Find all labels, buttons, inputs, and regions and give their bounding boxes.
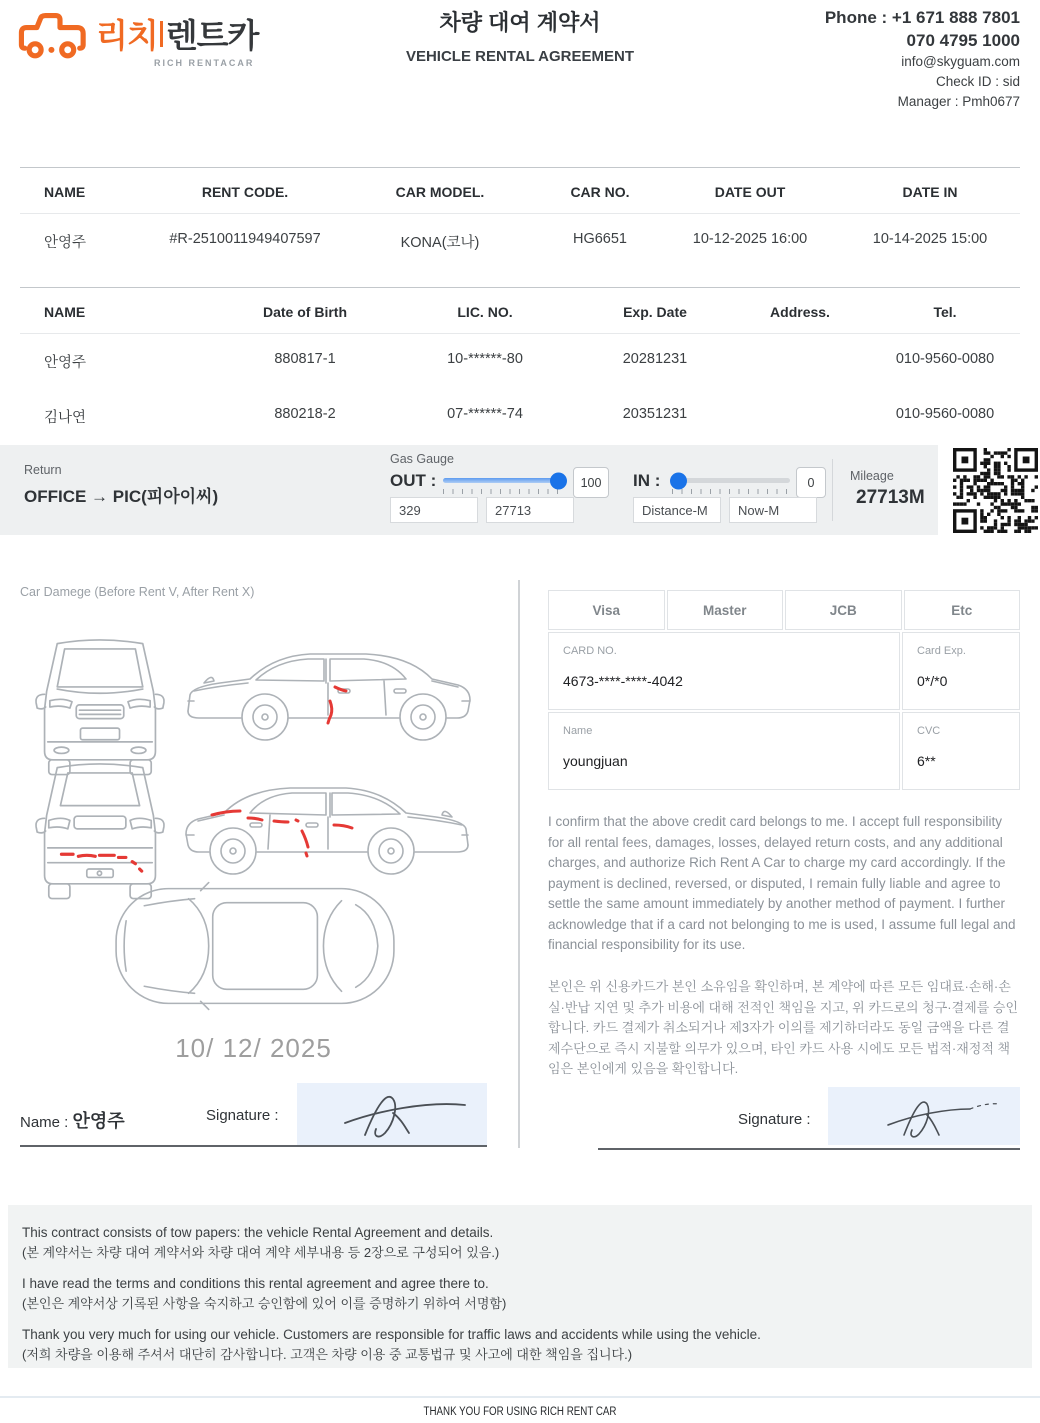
- gas-out-slider-ticks: [443, 489, 565, 494]
- contact-check-id: Check ID : sid: [935, 74, 1020, 89]
- page-title-korean: 차량 대여 계약서: [439, 10, 601, 35]
- rental-header-car-model: CAR MODEL.: [395, 184, 485, 200]
- note-3-ko: (저희 차량을 이용해 주셔서 대단히 감사합니다. 고객은 차량 이용 중 교통법규 및 사고에 대한 책임을 집니다.): [22, 1347, 633, 1362]
- date-in: 10-14-2025 15:00: [872, 231, 988, 247]
- mileage-value: 27713M: [856, 487, 925, 508]
- card-cvc-cell: [902, 712, 1020, 790]
- contact-phone-1: Phone : +1 671 888 7801: [824, 8, 1020, 27]
- car-model: KONA(코나): [400, 235, 480, 251]
- renter-name: 안영주: [44, 235, 87, 251]
- gas-out-value-input[interactable]: 100: [573, 467, 609, 498]
- card-consent-english: I confirm that the above credit card belongs to me. I accept full responsibility for all rental fees, damages, losses, delayed return costs, and any additional charges, and authorize Rich Rent A Car to charge my card accordingly. If the payment is declined, reversed, or disputed, I remain fully liable and agree to settle the same amount immediately by another method of payment. I further acknowledge that if a card not belonging to me is used, I assume full legal and financial responsibility for its use.: [548, 814, 1016, 953]
- rental-info-table: [20, 167, 1020, 269]
- renter-signature-image: [297, 1083, 487, 1145]
- driver-header-exp-date: Exp. Date: [623, 304, 687, 320]
- driver-header-address: Address.: [770, 304, 830, 320]
- note-3-en: Thank you very much for using our vehicle. Customers are responsible for traffic laws and accidents while using the vehicle.: [22, 1327, 761, 1342]
- brand-subtitle: RICH RENTACAR: [154, 58, 255, 68]
- card-brand-jcb: JCB: [785, 590, 902, 630]
- rental-header-name: NAME: [44, 184, 86, 200]
- card-name-value: youngjuan: [563, 753, 628, 769]
- card-signature-row: [598, 1093, 1020, 1150]
- gas-gauge-label: Gas Gauge: [390, 452, 454, 466]
- note-1-en: This contract consists of tow papers: the vehicle Rental Agreement and details.: [22, 1225, 494, 1240]
- driver1-name: 안영주: [44, 355, 87, 371]
- name-label: [20, 1107, 125, 1133]
- card-signature-pad[interactable]: [828, 1087, 1020, 1145]
- card-consent-korean: 본인은 위 신용카드가 본인 소유임을 확인하며, 본 계약에 따른 모든 임대료·손해·손실·반납 지연 및 추가 비용에 대해 전적인 책임을 지고, 위 카드로의 청구·결제를 승인합니다. 카드 결제가 취소되거나 제3자가 이의를 제기하더라도 동일 금액을 다른 결제수단으로 즉시 지불할 의무가 있으며, 타인 카드 사용 시에도 모든 법적·재정적 책임은 본인에게 있음을 확인합니다.: [548, 979, 1019, 1077]
- card-number-label: CARD NO.: [563, 645, 617, 657]
- driver1-exp: 20281231: [622, 351, 688, 367]
- card-cvc-label: CVC: [917, 725, 941, 737]
- driver-header-tel: Tel.: [933, 304, 957, 320]
- driver2-tel: 010-9560-0080: [895, 406, 995, 422]
- driver2-exp: 20351231: [622, 406, 688, 422]
- page-title-english: VEHICLE RENTAL AGREEMENT: [405, 48, 635, 65]
- contact-phone-2: 070 4795 1000: [906, 31, 1020, 50]
- contact-manager: Manager : Pmh0677: [897, 94, 1020, 109]
- card-brand-master: Master: [667, 590, 784, 630]
- gas-in-slider[interactable]: [672, 473, 790, 495]
- gas-out-slider-handle[interactable]: [550, 472, 567, 489]
- contract-notes: [8, 1205, 1032, 1368]
- distance-m-input[interactable]: Distance-M: [633, 497, 721, 523]
- brand-name-dark: 렌트카: [165, 17, 259, 54]
- gas-in-label: IN :: [633, 471, 661, 490]
- card-exp-label: Card Exp.: [917, 645, 966, 657]
- car-damage-section: [20, 585, 487, 1148]
- card-number-cell: [548, 632, 900, 710]
- driver2-lic: 07-******-74: [447, 406, 523, 422]
- driver-header-lic-no: LIC. NO.: [457, 304, 513, 320]
- signature-label: Signature :: [206, 1107, 279, 1124]
- gauge-band: [0, 445, 938, 535]
- card-number-value: 4673-****-****-4042: [563, 673, 683, 689]
- card-exp-value: 0*/*0: [917, 673, 948, 689]
- name-label-text: Name :: [20, 1114, 69, 1131]
- mileage-divider: [832, 459, 833, 521]
- qr-code: [953, 448, 1038, 533]
- driver-header-name: NAME: [44, 304, 86, 320]
- card-signature-image: [828, 1087, 1020, 1145]
- gas-out-slider[interactable]: [443, 473, 565, 495]
- return-label: Return: [24, 463, 62, 477]
- rental-table-header-row: [20, 168, 1020, 214]
- driver1-tel: 010-9560-0080: [895, 351, 995, 367]
- contact-info: [825, 6, 1020, 112]
- car-top-view-diagram: [104, 867, 406, 1025]
- rental-header-car-no: CAR NO.: [570, 184, 630, 200]
- gas-in-value-input[interactable]: 0: [796, 467, 826, 498]
- card-name-cell: [548, 712, 900, 790]
- driver1-lic: 10-******-80: [447, 351, 523, 367]
- contact-email: info@skyguam.com: [901, 54, 1020, 69]
- card-name-label: Name: [563, 725, 593, 737]
- rental-header-rent-code: RENT CODE.: [201, 184, 289, 200]
- driver1-address: [730, 334, 870, 389]
- footer-divider: [0, 1396, 1040, 1398]
- brand-name-orange: 리치: [96, 17, 158, 54]
- renter-name-value: 안영주: [72, 1111, 125, 1131]
- car-damage-label: Car Damege (Before Rent V, After Rent X): [20, 585, 255, 599]
- distance-value-input[interactable]: 329: [390, 497, 478, 523]
- now-m-input[interactable]: Now-M: [729, 497, 817, 523]
- column-divider: [518, 580, 520, 1148]
- driver-info-table: [20, 287, 1020, 444]
- card-cvc-value: 6**: [917, 753, 936, 769]
- rental-header-date-out: DATE OUT: [714, 184, 786, 200]
- driver1-dob: 880817-1: [274, 351, 336, 367]
- card-brand-visa: Visa: [548, 590, 665, 630]
- date-out: 10-12-2025 16:00: [692, 231, 808, 247]
- card-brand-etc: Etc: [904, 590, 1021, 630]
- rent-code: #R-2510011949407597: [169, 231, 321, 247]
- credit-card-table: [548, 590, 1020, 792]
- driver2-name: 김나연: [44, 410, 87, 426]
- renter-signature-row: [20, 1085, 487, 1147]
- driver-row-1: [20, 334, 1020, 389]
- note-2-ko: (본인은 계약서상 기록된 사항을 숙지하고 승인함에 있어 이를 증명하기 위하여 서명함): [22, 1296, 507, 1311]
- footer-thanks-text: THANK YOU FOR USING RICH RENT CAR: [423, 1406, 617, 1418]
- driver-row-2: [20, 389, 1020, 444]
- payment-section: [548, 585, 1020, 1148]
- gas-in-slider-handle[interactable]: [670, 472, 687, 489]
- driver-table-header-row: [20, 288, 1020, 334]
- gas-in-slider-ticks: [672, 489, 790, 494]
- mileage-label: Mileage: [850, 469, 894, 483]
- rental-table-row: [20, 214, 1020, 269]
- return-route: OFFICE → PIC(피아이씨): [24, 487, 219, 506]
- driver2-dob: 880218-2: [274, 406, 336, 422]
- note-1-ko: (본 계약서는 차량 대여 계약서와 차량 대여 계약 세부내용 등 2장으로 구성되어 있음.): [22, 1245, 500, 1260]
- card-signature-label: Signature :: [738, 1111, 811, 1128]
- now-value-input[interactable]: 27713: [486, 497, 574, 523]
- note-2-en: I have read the terms and conditions this rental agreement and agree there to.: [22, 1276, 489, 1291]
- driver2-address: [730, 389, 870, 444]
- gas-out-label: OUT :: [390, 471, 437, 490]
- driver-header-dob: Date of Birth: [263, 304, 347, 320]
- renter-signature-pad[interactable]: [297, 1083, 487, 1145]
- card-exp-cell: [902, 632, 1020, 710]
- car-no: HG6651: [572, 231, 627, 247]
- rental-header-date-in: DATE IN: [902, 184, 958, 200]
- agreement-date: 10/ 12/ 2025: [175, 1033, 332, 1063]
